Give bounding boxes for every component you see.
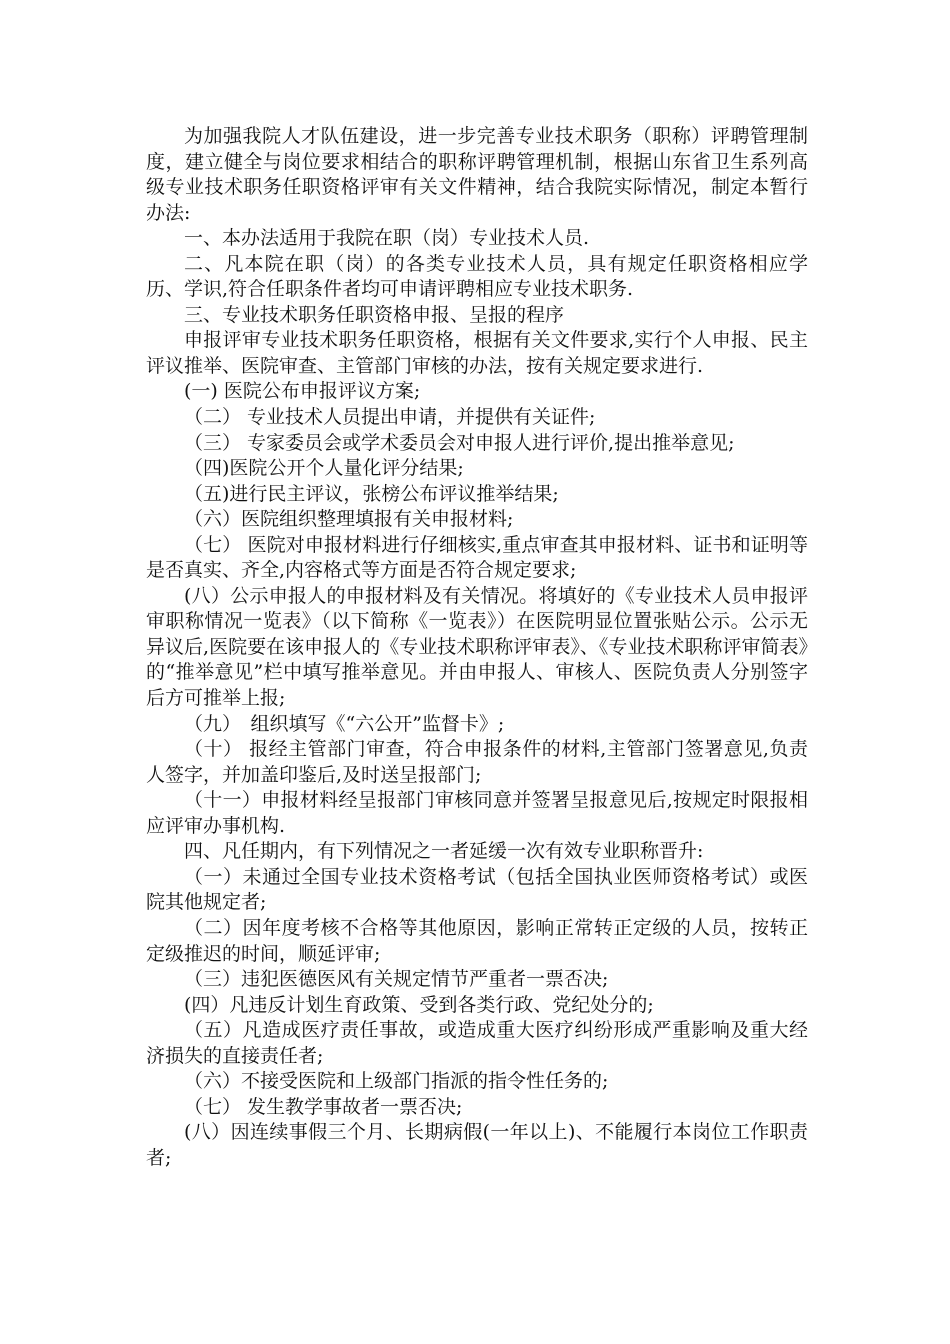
clause-4-item-3: （三）违犯医德医风有关规定情节严重者一票否决; — [184, 968, 609, 991]
clause-3-item-8: (八）公示申报人的申报材料及有关情况。将填好的《专业技术人员申报评审职称情况一览表》（以下简称《一览表》）在医院明显位置张贴公示。公示无异议后,医院要在该申报人的《专业技术职称评审表》、《专业技术职称评审简表》的“推举意见”栏中填写推举意见。并由申报人、审核人、医院负责人分别签字后方可推举上报; — [146, 584, 808, 710]
clause-4-item-1: （一）未通过全国专业技术资格考试（包括全国执业医师资格考试）或医院其他规定者; — [146, 865, 808, 914]
clause-3-intro: 申报评审专业技术职务任职资格，根据有关文件要求,实行个人申报、民主评议推举、医院审查、主管部门审核的办法，按有关规定要求进行. — [146, 329, 808, 377]
clause-3-item-5: （五)进行民主评议，张榜公布评议推举结果; — [184, 482, 559, 505]
clause-2: 二、凡本院在职（岗）的各类专业技术人员，具有规定任职资格相应学历、学识,符合任职条件者均可申请评聘相应专业技术职务. — [146, 252, 808, 301]
clause-4-item-2: （二）因年度考核不合格等其他原因，影响正常转正定级的人员，按转正定级推迟的时间，顺延评审; — [146, 916, 808, 965]
clause-4-heading: 四、凡任期内，有下列情况之一者延缓一次有效专业职称晋升: — [184, 840, 704, 863]
clause-3-item-3: （三） 专家委员会或学术委员会对申报人进行评价,提出推举意见; — [184, 431, 735, 454]
clause-3-item-7: （七） 医院对申报材料进行仔细核实,重点审查其申报材料、证书和证明等是否真实、齐全,内容格式等方面是否符合规定要求; — [146, 533, 808, 582]
clause-3-item-11: （十一）申报材料经呈报部门审核同意并签署呈报意见后,按规定时限报相应评审办事机构. — [146, 789, 808, 837]
clause-3-item-1: (一) 医院公布申报评议方案; — [184, 380, 421, 403]
clause-3-item-2: （二） 专业技术人员提出申请，并提供有关证件; — [184, 406, 596, 429]
clause-3-heading: 三、专业技术职务任职资格申报、呈报的程序 — [184, 303, 565, 326]
clause-3-item-4: （四)医院公开个人量化评分结果; — [184, 457, 464, 480]
intro-paragraph: 为加强我院人才队伍建设，进一步完善专业技术职务（职称）评聘管理制度，建立健全与岗位要求相结合的职称评聘管理机制，根据山东省卫生系列高级专业技术职务任职资格评审有关文件精神，结合我院实际情况，制定本暂行办法: — [146, 125, 808, 224]
clause-3-item-10: （十） 报经主管部门审查，符合申报条件的材料,主管部门签署意见,负责人签字，并加盖印鉴后,及时送呈报部门; — [146, 738, 808, 786]
clause-3-item-9: （九） 组织填写《“六公开”监督卡》; — [184, 712, 505, 735]
clause-4-item-6: （六）不接受医院和上级部门指派的指令性任务的; — [184, 1070, 609, 1093]
clause-3-item-6: （六）医院组织整理填报有关申报材料; — [184, 508, 514, 531]
clause-4-item-8: (八）因连续事假三个月、长期病假(一年以上)、不能履行本岗位工作职责者; — [146, 1121, 808, 1169]
clause-4-item-7: （七） 发生教学事故者一票否决; — [184, 1095, 463, 1118]
document-body — [146, 124, 808, 1171]
clause-4-item-5: （五）凡造成医疗责任事故，或造成重大医疗纠纷形成严重影响及重大经济损失的直接责任者; — [146, 1019, 808, 1067]
clause-4-item-4: (四）凡违反计划生育政策、受到各类行政、党纪处分的; — [184, 993, 654, 1016]
clause-1: 一、本办法适用于我院在职（岗）专业技术人员. — [184, 227, 590, 250]
